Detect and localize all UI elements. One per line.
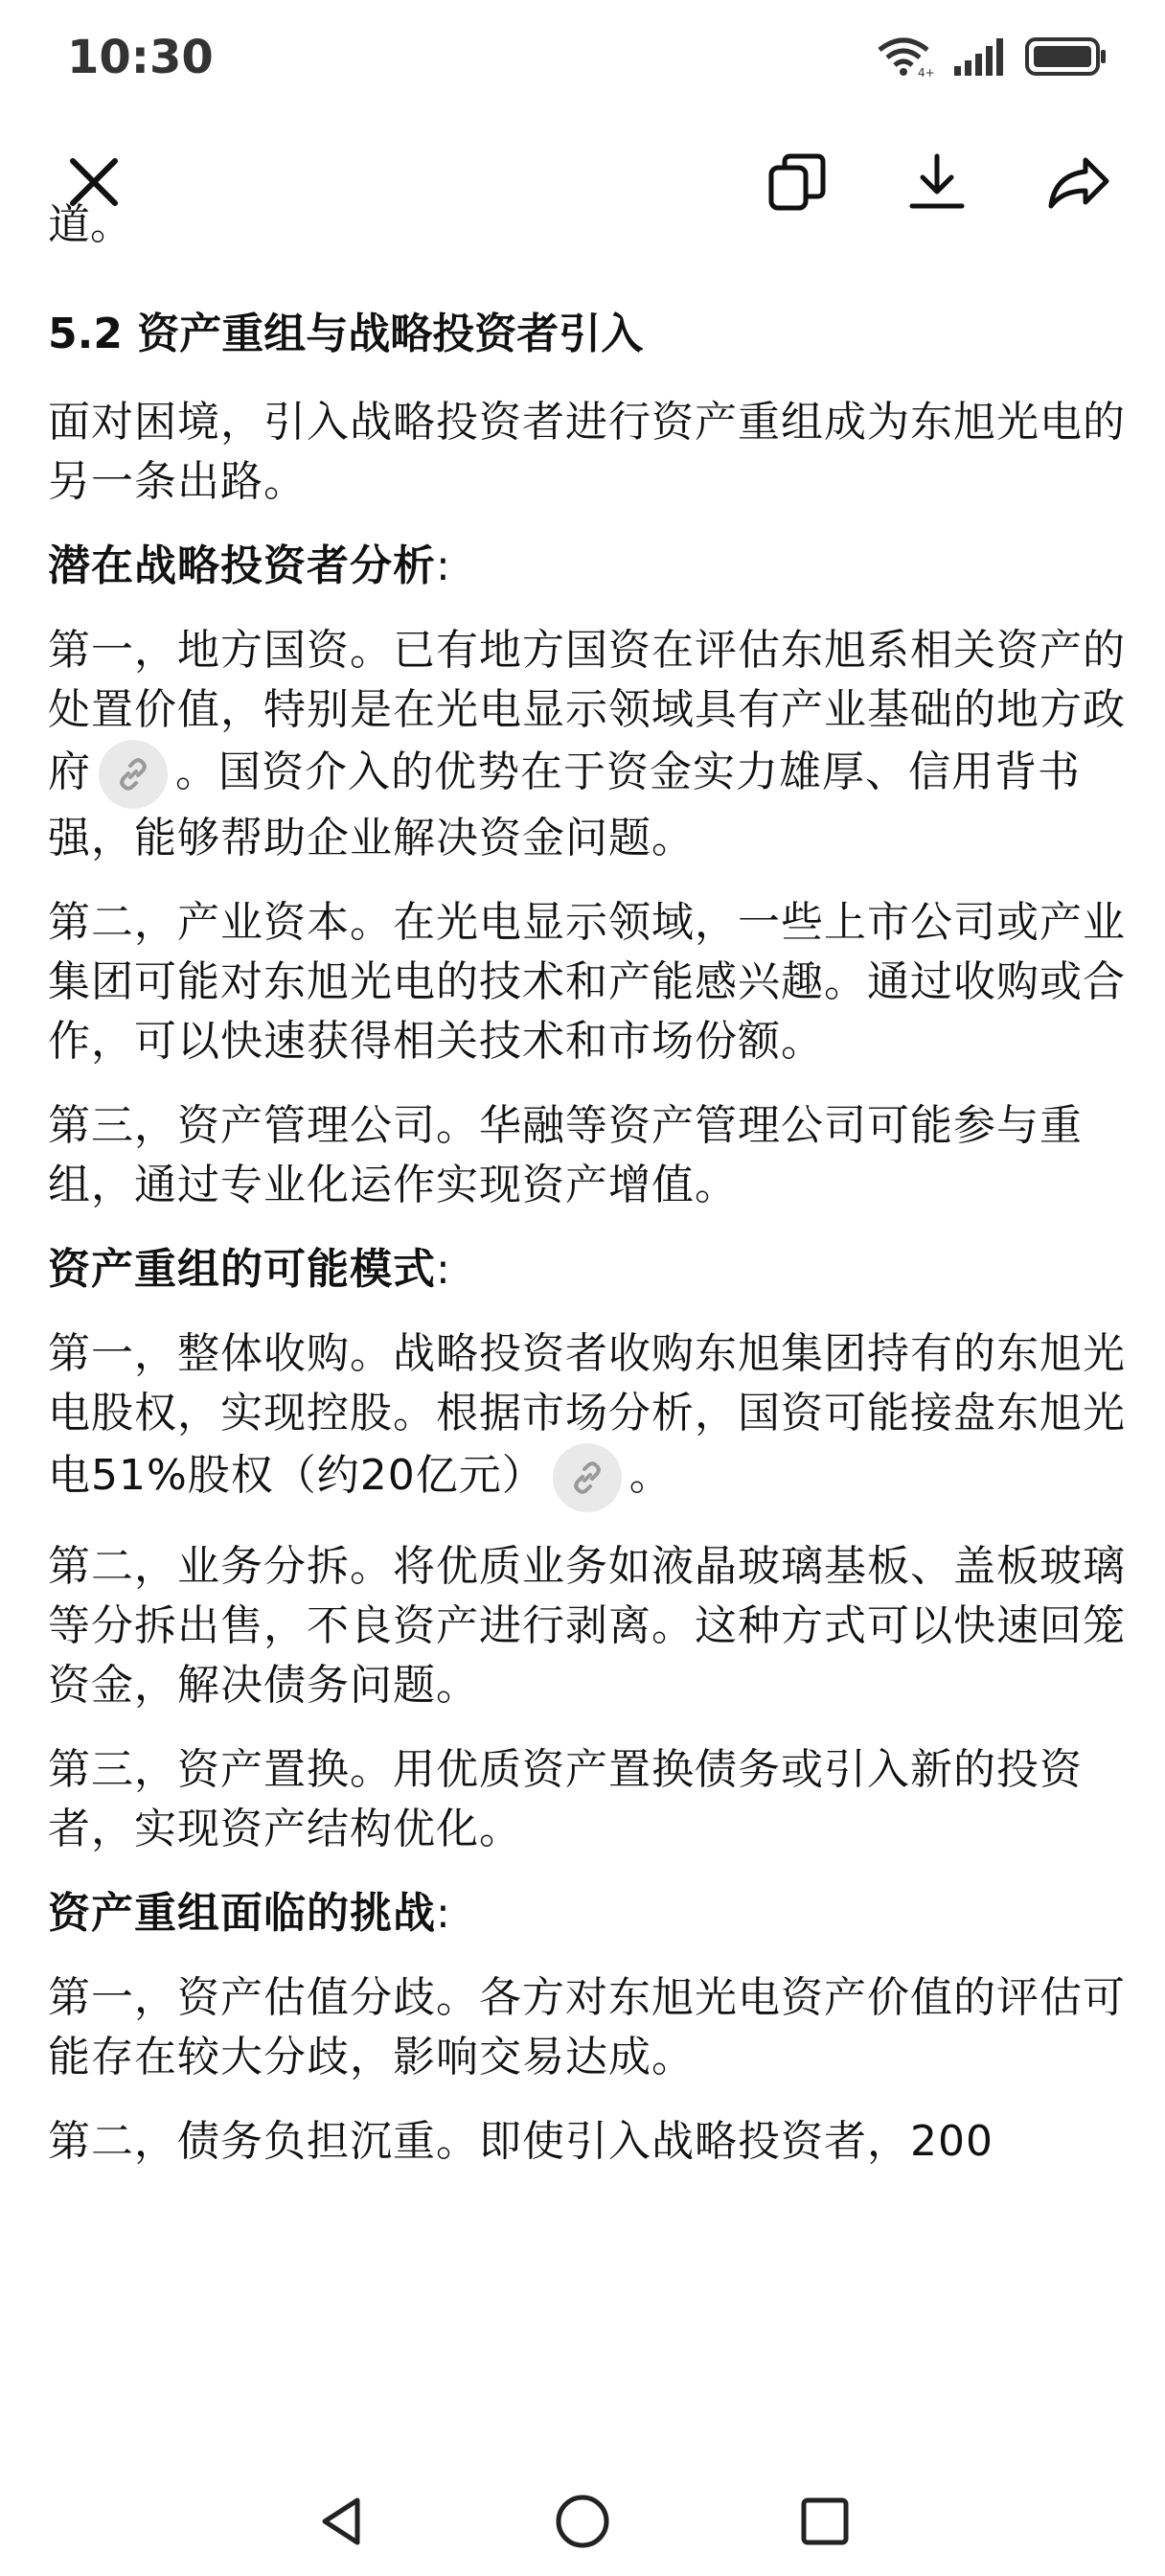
copy-icon: [767, 152, 827, 212]
nav-back-button[interactable]: [308, 2488, 376, 2555]
challenge-paragraph-1: 第一，资产估值分歧。各方对东旭光电资产价值的评估可能存在较大分歧，影响交易达成。: [48, 1973, 1126, 2082]
link-icon: [115, 756, 151, 793]
status-bar: [0, 0, 1165, 115]
signal-icon: [952, 37, 1004, 76]
modes-heading-text: 资产重组的可能模式: [48, 1245, 436, 1294]
challenges-heading-colon: :: [436, 1889, 451, 1938]
investors-heading-colon: :: [436, 541, 451, 590]
link-icon: [569, 1460, 605, 1496]
battery-icon: [1025, 36, 1108, 77]
citation-link-2[interactable]: [553, 1443, 622, 1512]
share-icon: [1047, 152, 1110, 212]
modes-heading: [48, 1240, 1131, 1300]
investor-paragraph-2: 第二，产业资本。在光电显示领域，一些上市公司或产业集团可能对东旭光电的技术和产能感兴趣。通过收购或合作，可以快速获得相关技术和市场份额。: [48, 898, 1126, 1066]
investor-paragraph-3: 第三，资产管理公司。华融等资产管理公司可能参与重组，通过专业化运作实现资产增值。: [48, 1101, 1083, 1209]
home-circle-icon: [554, 2493, 611, 2550]
mode-paragraph-1: [48, 1324, 1131, 1512]
recents-square-icon: [798, 2495, 852, 2548]
wifi-icon: [876, 36, 935, 80]
mode-paragraph-3: 第三，资产置换。用优质资产置换债务或引入新的投资者，实现资产结构优化。: [48, 1745, 1083, 1853]
investors-heading-text: 潜在战略投资者分析: [48, 541, 436, 590]
nav-recents-button[interactable]: [791, 2488, 858, 2555]
mode1-text-b: 。: [628, 1451, 673, 1500]
challenges-heading-text: 资产重组面临的挑战: [48, 1889, 436, 1938]
article-scroll-area[interactable]: [48, 200, 1131, 2461]
status-icons: [876, 36, 1108, 80]
challenge-paragraph-2: 第二，债务负担沉重。即使引入战略投资者，200: [48, 2117, 994, 2166]
modes-heading-colon: :: [436, 1245, 451, 1294]
article-body: [48, 305, 1131, 2196]
challenges-heading: [48, 1884, 1131, 1944]
back-triangle-icon: [315, 2495, 369, 2548]
mode1-text-a: 第一，整体收购。战略投资者收购东旭集团持有的东旭光电股权，实现控股。根据市场分析，国资可能接盘东旭光电51%股权（约20亿元）: [48, 1329, 1126, 1500]
nav-home-button[interactable]: [549, 2488, 616, 2555]
section-title: 5.2 资产重组与战略投资者引入: [48, 310, 644, 358]
status-time: 10:30: [67, 31, 214, 84]
investors-heading: [48, 537, 1131, 596]
investor1-text-b: 。国资介入的优势在于资金实力雄厚、信用背书强，能够帮助企业解决资金问题。: [48, 748, 1081, 862]
mode-paragraph-2: 第二，业务分拆。将优质业务如液晶玻璃基板、盖板玻璃等分拆出售，不良资产进行剥离。这种方式可以快速回笼资金，解决债务问题。: [48, 1542, 1126, 1710]
system-nav-bar: [0, 2461, 1165, 2576]
clipped-text-line: 道。: [48, 200, 132, 249]
download-icon: [907, 152, 967, 212]
citation-link-1[interactable]: [99, 740, 168, 809]
svg-text:4+: 4+: [918, 66, 935, 80]
intro-paragraph: 面对困境，引入战略投资者进行资产重组成为东旭光电的另一条出路。: [48, 398, 1126, 506]
investor1-text-a: 第一，地方国资。已有地方国资在评估东旭系相关资产的处置价值，特别是在光电显示领域具有产业基础的地方政府: [48, 626, 1126, 796]
investor-paragraph-1: [48, 621, 1131, 868]
